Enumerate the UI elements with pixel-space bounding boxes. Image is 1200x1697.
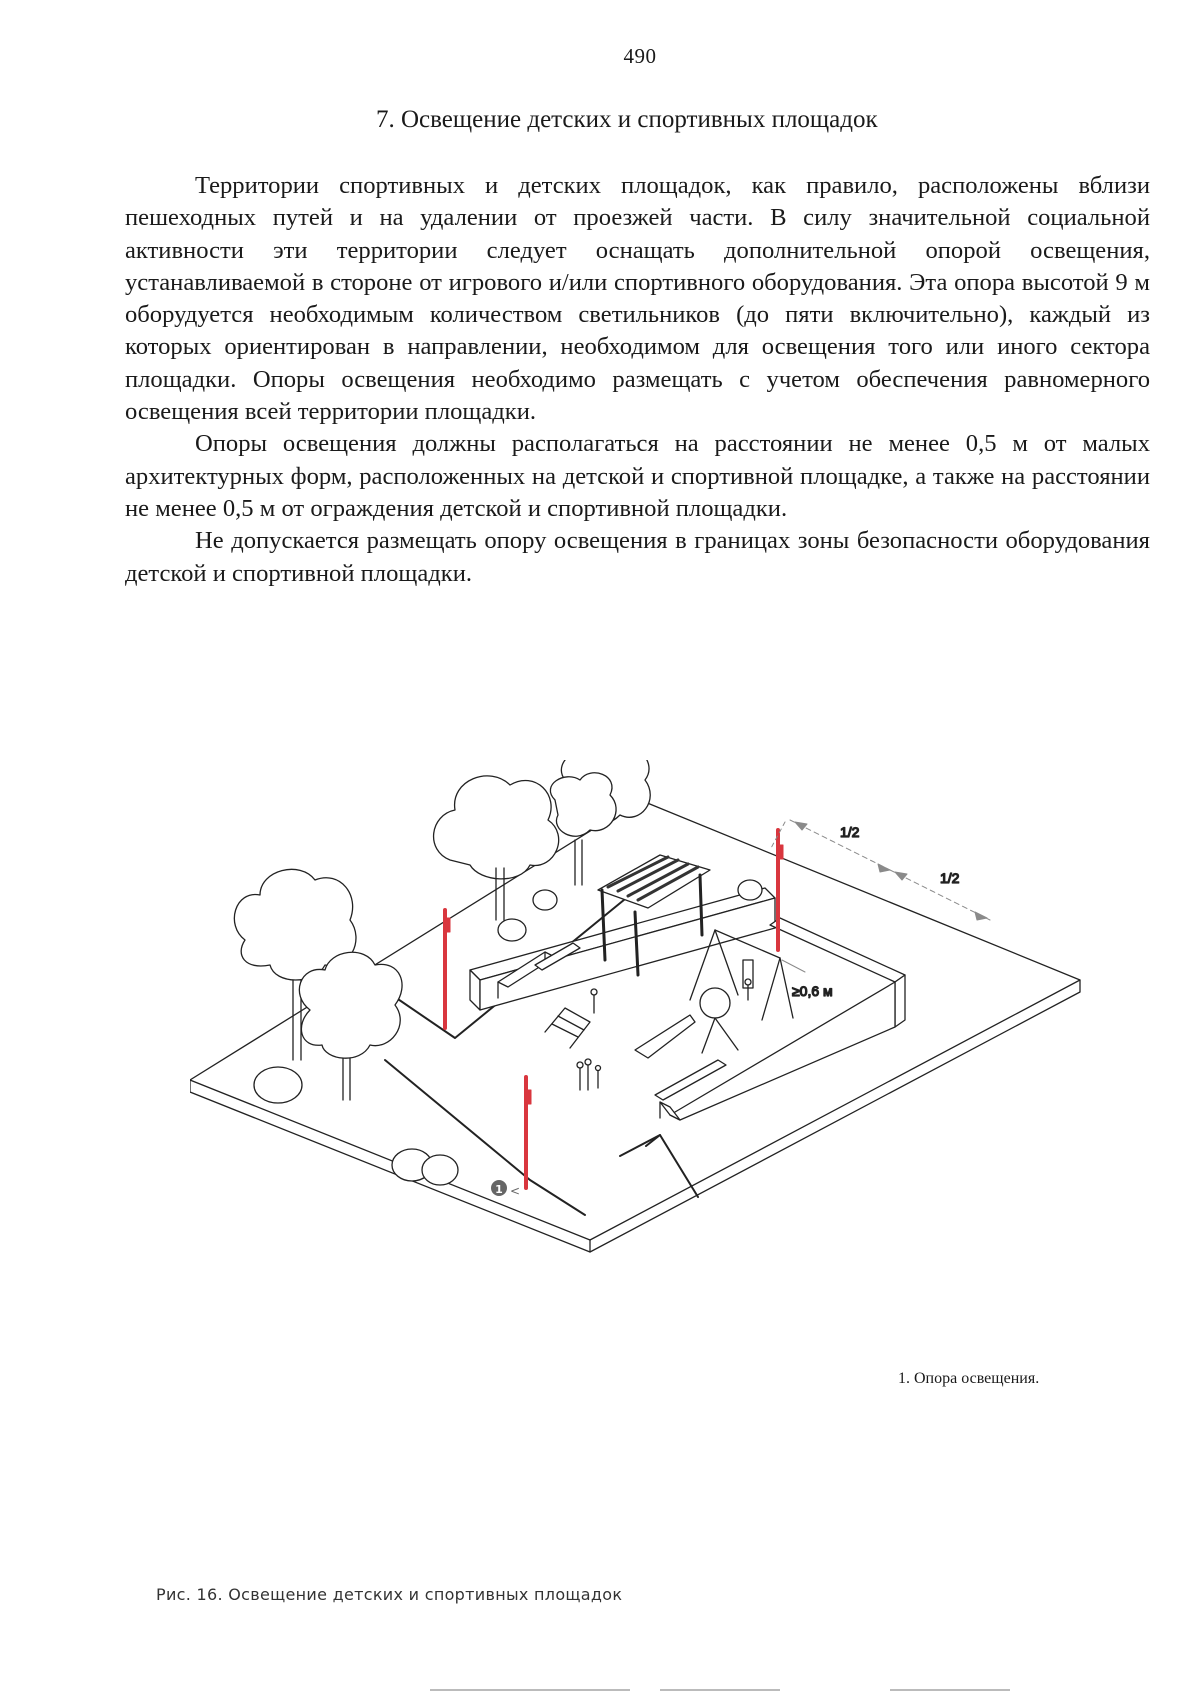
- paragraph: Опоры освещения должны располагаться на расстоянии не менее 0,5 м от малых архитектурных форм, расположенных на детской и спортивной площадке, а также на расстоянии не менее 0,5 м от ограждения детской и спортивной площадки.: [125, 430, 1150, 522]
- paragraph: Не допускается размещать опору освещения в границах зоны безопасности оборудования детской и спортивной площадки.: [125, 527, 1150, 587]
- body-text: [125, 170, 1150, 590]
- section-heading: 7. Освещение детских и спортивных площадок: [376, 106, 878, 133]
- playground-lighting-illustration: [190, 760, 1090, 1360]
- figure-caption: Рис. 16. Освещение детских и спортивных площадок: [156, 1585, 623, 1604]
- page-number: 490: [623, 44, 657, 68]
- scan-artifact: [660, 1689, 780, 1691]
- paragraph: Территории спортивных и детских площадок, как правило, расположены вблизи пешеходных путей и на удалении от проезжей части. В силу значительной социальной активности эти территории следует оснащать дополнительной опорой освещения, устанавливаемой в стороне от игрового и/или спортивного оборудования. Эта опора высотой 9 м оборудуется необходимым количеством светильников (до пяти включительно), каждый из которых ориентирован в направлении, необходимом для освещения того или иного сектора площадки. Опоры освещения необходимо размещать с учетом обеспечения равномерного освещения всей территории площадки.: [125, 172, 1150, 426]
- svg-text:<: <: [510, 1184, 521, 1198]
- figure-legend: 1. Опора освещения.: [898, 1370, 1040, 1387]
- marker-number: 1: [495, 1183, 503, 1196]
- dimension-label: 1/2: [940, 870, 960, 886]
- scan-artifact: [890, 1689, 1010, 1691]
- scan-artifact: [430, 1689, 630, 1691]
- distance-label: ≥0,6 м: [792, 983, 833, 999]
- dimension-label: 1/2: [840, 824, 860, 840]
